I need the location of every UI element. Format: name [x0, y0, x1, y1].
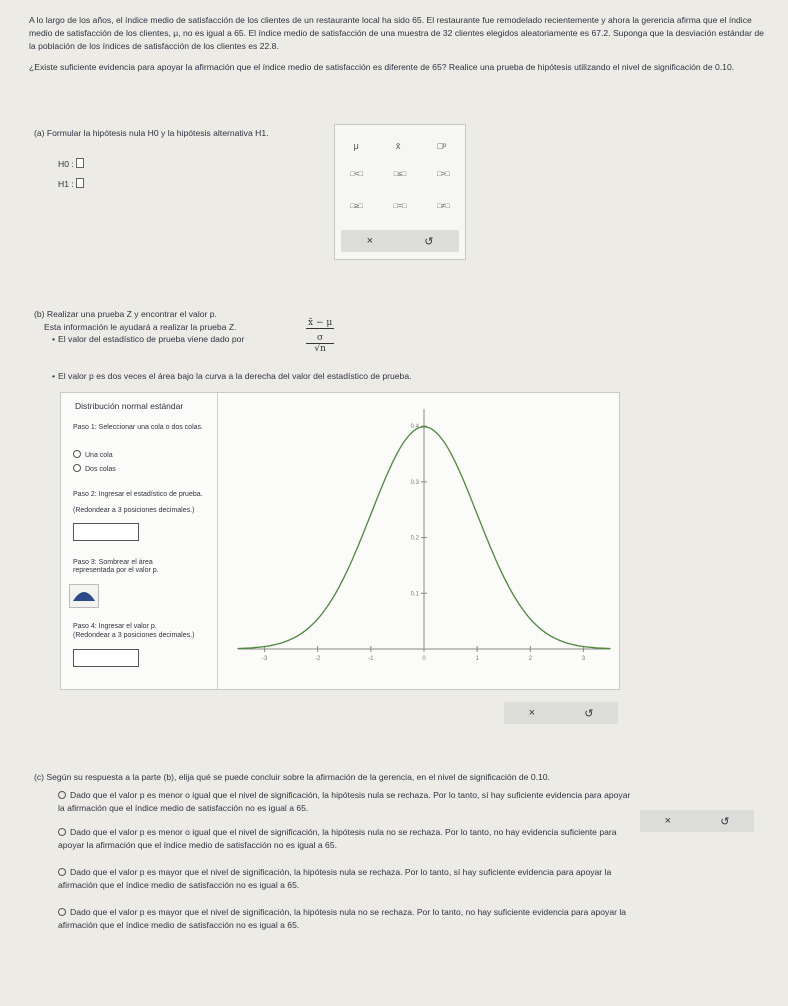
clear-icon[interactable]: × — [664, 815, 672, 827]
symbol-palette — [334, 124, 466, 260]
step4-label: Paso 4: Ingresar el valor p. — [73, 623, 157, 630]
x-tick-label: 3 — [581, 656, 586, 662]
h0-label: H0 : — [58, 159, 74, 169]
tool-title: Distribución normal estándar — [75, 401, 184, 411]
curve-data-point — [530, 618, 531, 619]
palette-action-bar — [341, 230, 459, 252]
h0-row — [58, 158, 84, 169]
not-equal-button[interactable]: □≠□ — [437, 203, 450, 210]
option-two-tail-label: Dos colas — [85, 466, 116, 473]
p-value-input[interactable] — [73, 649, 139, 667]
curve-data-point — [450, 452, 451, 453]
curve-data-point — [583, 646, 584, 647]
shade-area-button[interactable] — [69, 584, 99, 608]
h1-input[interactable] — [76, 178, 84, 188]
x-tick-label: 2 — [528, 656, 532, 662]
superscript-button[interactable]: □ᵖ — [437, 141, 447, 151]
less-equal-button[interactable]: □≤□ — [393, 171, 407, 178]
normal-distribution-tool — [60, 392, 620, 690]
conclusion-option-4[interactable] — [58, 906, 638, 932]
h1-row — [58, 178, 84, 189]
x-tick-label: 1 — [475, 656, 479, 662]
formula-numerator: x̄ − μ — [308, 318, 333, 328]
problem-paragraph: A lo largo de los años, el índice medio de satisfacción de los clientes de un restaurante local ha sido 65. El restaurante fue remodelado recientemente y ahora la gerencia afirma que el índice medio de satisfacción de los clientes, μ, no es igual a 65. El índice medio de satisfacción de una muestra de 32 clientes elegidos aleatoriamente es 67.2. Suponga que la desviación estándar de la población de los índices de satisfacción de los clientes es 22.8. — [29, 15, 764, 51]
curve-data-point — [344, 576, 345, 577]
less-than-button[interactable]: □<□ — [350, 171, 363, 178]
bullet-pvalue: • El valor p es dos veces el área bajo la curva a la derecha del valor del estadístico de prueba. — [58, 371, 412, 381]
conclusion-option-3[interactable] — [58, 866, 638, 892]
conclusion-option-1[interactable] — [58, 789, 638, 815]
xbar-symbol-button[interactable]: x̄ — [395, 141, 401, 151]
part-c-prompt: (c) Según su respuesta a la parte (b), elija qué se puede concluir sobre la afirmación de la gerencia, en el nivel de significación de 0.10. — [34, 772, 550, 782]
y-tick-label: 0.1 — [410, 591, 419, 598]
conclusion-option-4-text: Dado que el valor p es mayor que el nivel de significación, la hipótesis nula no se rechaza. Por lo tanto, no hay suficiente evidencia para apoyar la afirmación que el índice medio de satisfacción no es igual a 65. — [58, 907, 627, 930]
curve-data-point — [503, 576, 504, 577]
tool-steps-panel — [61, 393, 218, 689]
curve-data-point — [291, 639, 292, 640]
y-tick-label: 0.2 — [410, 535, 419, 542]
radio-icon[interactable] — [58, 908, 66, 916]
undo-icon[interactable]: ↺ — [424, 235, 434, 248]
part-b-prompt: (b) Realizar una prueba Z y encontrar el valor p. — [34, 309, 217, 319]
step2-note: (Redondear a 3 posiciones decimales.) — [73, 507, 195, 514]
y-tick-label: 0.3 — [410, 479, 419, 486]
radio-icon[interactable] — [73, 450, 81, 458]
equal-button[interactable]: □=□ — [393, 203, 407, 210]
clear-icon[interactable]: × — [366, 235, 374, 247]
x-tick-label: -1 — [368, 656, 374, 662]
part-b-help: Esta información le ayudará a realizar la prueba Z. — [44, 322, 237, 332]
problem-statement — [29, 14, 769, 82]
radio-icon[interactable] — [58, 791, 66, 799]
radio-icon[interactable] — [58, 868, 66, 876]
option-one-tail[interactable] — [73, 450, 113, 459]
greater-equal-button[interactable]: □≥□ — [350, 203, 363, 210]
normal-curve-chart — [218, 393, 618, 689]
formula-sqrt-n: √n — [314, 344, 326, 354]
tool-action-bar — [504, 702, 618, 724]
conclusion-option-3-text: Dado que el valor p es mayor que el nivel de significación, la hipótesis nula se rechaza. Por lo tanto, sí hay suficiente evidencia para apoyar la afirmación que el índice medio de satisfacción no es igual a 65. — [58, 867, 612, 890]
radio-icon[interactable] — [58, 828, 66, 836]
conclusion-option-2-text: Dado que el valor p es menor o igual que el nivel de significación, la hipótesis nula no se rechaza. Por lo tanto, no hay evidencia suficiente para apoyar la afirmación que el índice medio de satisfacción no es igual a 65. — [58, 827, 617, 850]
step1-label: Paso 1: Seleccionar una cola o dos colas. — [73, 424, 203, 431]
y-tick-label: 0.4 — [410, 424, 419, 431]
curve-data-point — [317, 618, 318, 619]
curve-data-point — [423, 426, 424, 427]
bullet-statistic: • El valor del estadístico de prueba viene dado por — [58, 334, 244, 344]
step2-label: Paso 2: Ingresar el estadístico de prueba. — [73, 491, 203, 498]
curve-data-point — [264, 646, 265, 647]
curve-data-point — [477, 514, 478, 515]
x-tick-label: -3 — [261, 656, 268, 662]
x-tick-label: 0 — [422, 656, 426, 662]
curve-data-point — [397, 452, 398, 453]
h1-label: H1 : — [58, 179, 74, 189]
clear-icon[interactable]: × — [528, 707, 536, 719]
curve-data-point — [556, 639, 557, 640]
mu-symbol-button[interactable]: μ — [353, 141, 359, 151]
option-two-tail[interactable] — [73, 464, 116, 473]
shade-curve-icon — [70, 585, 98, 607]
x-tick-label: -2 — [315, 656, 321, 662]
conclusion-option-2[interactable] — [58, 826, 638, 852]
formula-sigma: σ — [306, 333, 334, 344]
step3-label: Paso 3: Sombrear el área representada por el valor p. — [73, 559, 159, 574]
option-one-tail-label: Una cola — [85, 452, 113, 459]
conclusion-option-1-text: Dado que el valor p es menor o igual que el nivel de significación, la hipótesis nula se rechaza. Por lo tanto, sí hay suficiente evidencia para apoyar la afirmación que el índice medio de satisfacción no es igual a 65. — [58, 790, 631, 813]
part-a-prompt: (a) Formular la hipótesis nula H0 y la hipótesis alternativa H1. — [34, 128, 269, 138]
curve-data-point — [237, 648, 238, 649]
part-b — [34, 308, 237, 334]
undo-icon[interactable]: ↺ — [584, 707, 594, 720]
test-statistic-input[interactable] — [73, 523, 139, 541]
curve-data-point — [370, 514, 371, 515]
z-formula — [306, 318, 334, 354]
curve-data-point — [609, 648, 610, 649]
h0-input[interactable] — [76, 158, 84, 168]
conclusion-action-bar — [640, 810, 754, 832]
question-paragraph: ¿Existe suficiente evidencia para apoyar la afirmación que el índice medio de satisfacción es diferente de 65? Realice una prueba de hipótesis utilizando el nivel de significación de 0.10. — [29, 62, 735, 72]
step4-note: (Redondear a 3 posiciones decimales.) — [73, 632, 195, 639]
undo-icon[interactable]: ↺ — [720, 815, 730, 828]
greater-than-button[interactable]: □>□ — [437, 171, 450, 178]
radio-icon[interactable] — [73, 464, 81, 472]
